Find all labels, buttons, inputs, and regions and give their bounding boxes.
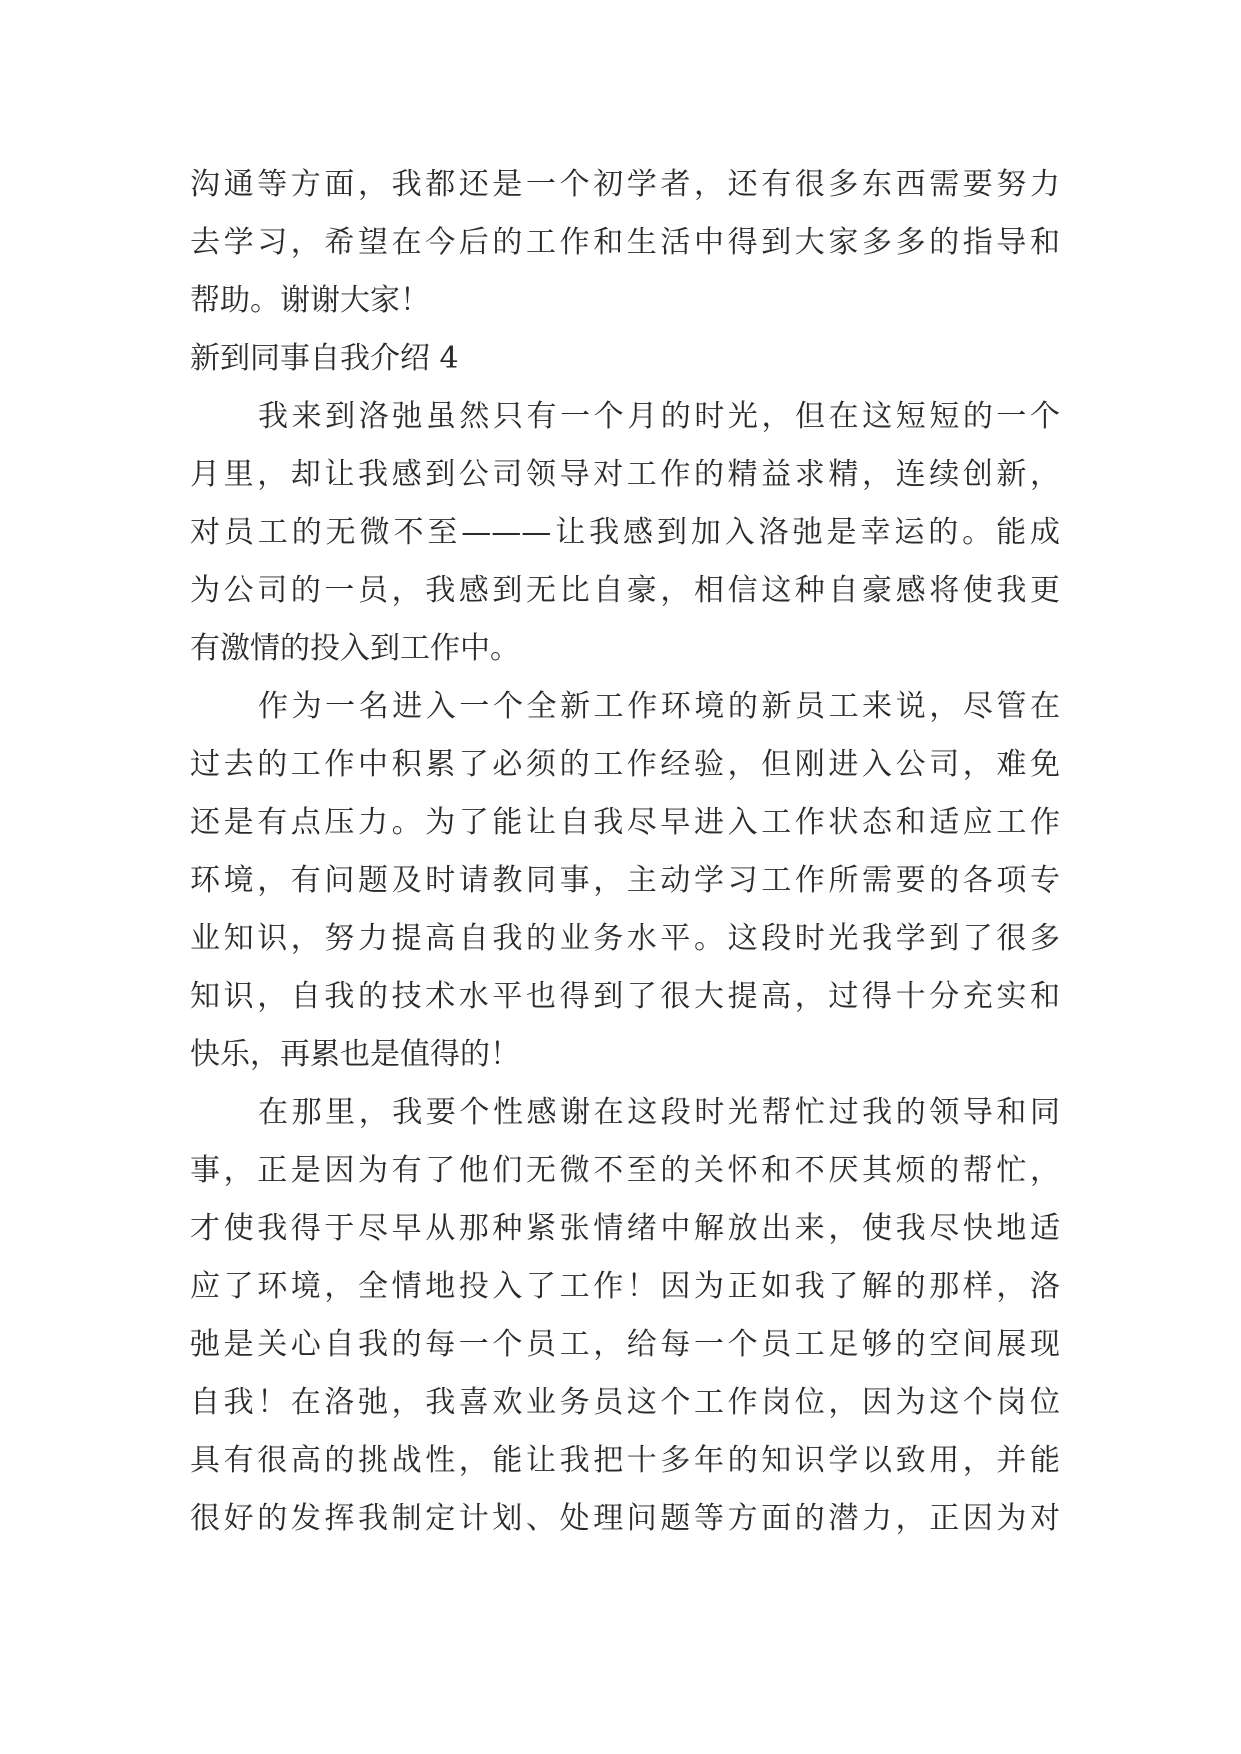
text-line: 作为一名进入一个全新工作环境的新员工来说，尽管在 — [258, 689, 1060, 724]
text-line: 对员工的无微不至———让我感到加入洛弛是幸运的。能成 — [190, 515, 1060, 550]
paragraph-2 — [190, 678, 1060, 1084]
document-body — [190, 156, 1060, 1548]
section-title: 新到同事自我介绍 4 — [190, 341, 459, 376]
fragment-paragraph — [190, 156, 1060, 330]
text-line: 为公司的一员，我感到无比自豪，相信这种自豪感将使我更 — [190, 573, 1060, 608]
text-line: 自我！在洛弛，我喜欢业务员这个工作岗位，因为这个岗位 — [190, 1385, 1060, 1420]
paragraph-1 — [190, 388, 1060, 678]
paragraph-3 — [190, 1084, 1060, 1548]
text-line: 事，正是因为有了他们无微不至的关怀和不厌其烦的帮忙， — [190, 1153, 1060, 1188]
text-line: 我来到洛弛虽然只有一个月的时光，但在这短短的一个 — [258, 399, 1060, 434]
text-line: 环境，有问题及时请教同事，主动学习工作所需要的各项专 — [190, 863, 1060, 898]
text-line: 帮助。谢谢大家！ — [190, 283, 430, 318]
text-line: 弛是关心自我的每一个员工，给每一个员工足够的空间展现 — [190, 1327, 1060, 1362]
text-line: 具有很高的挑战性，能让我把十多年的知识学以致用，并能 — [190, 1443, 1060, 1478]
text-line: 在那里，我要个性感谢在这段时光帮忙过我的领导和同 — [258, 1095, 1060, 1130]
text-line: 快乐，再累也是值得的！ — [190, 1037, 520, 1072]
text-line: 有激情的投入到工作中。 — [190, 631, 520, 666]
text-line: 去学习，希望在今后的工作和生活中得到大家多多的指导和 — [190, 225, 1060, 260]
text-line: 月里，却让我感到公司领导对工作的精益求精，连续创新， — [190, 457, 1060, 492]
text-line: 才使我得于尽早从那种紧张情绪中解放出来，使我尽快地适 — [190, 1211, 1060, 1246]
text-line: 很好的发挥我制定计划、处理问题等方面的潜力，正因为对 — [190, 1501, 1060, 1536]
text-line: 过去的工作中积累了必须的工作经验，但刚进入公司，难免 — [190, 747, 1060, 782]
text-line: 业知识，努力提高自我的业务水平。这段时光我学到了很多 — [190, 921, 1060, 956]
text-line: 知识，自我的技术水平也得到了很大提高，过得十分充实和 — [190, 979, 1060, 1014]
text-line: 应了环境，全情地投入了工作！因为正如我了解的那样，洛 — [190, 1269, 1060, 1304]
text-line: 沟通等方面，我都还是一个初学者，还有很多东西需要努力 — [190, 167, 1060, 202]
text-line: 还是有点压力。为了能让自我尽早进入工作状态和适应工作 — [190, 805, 1060, 840]
